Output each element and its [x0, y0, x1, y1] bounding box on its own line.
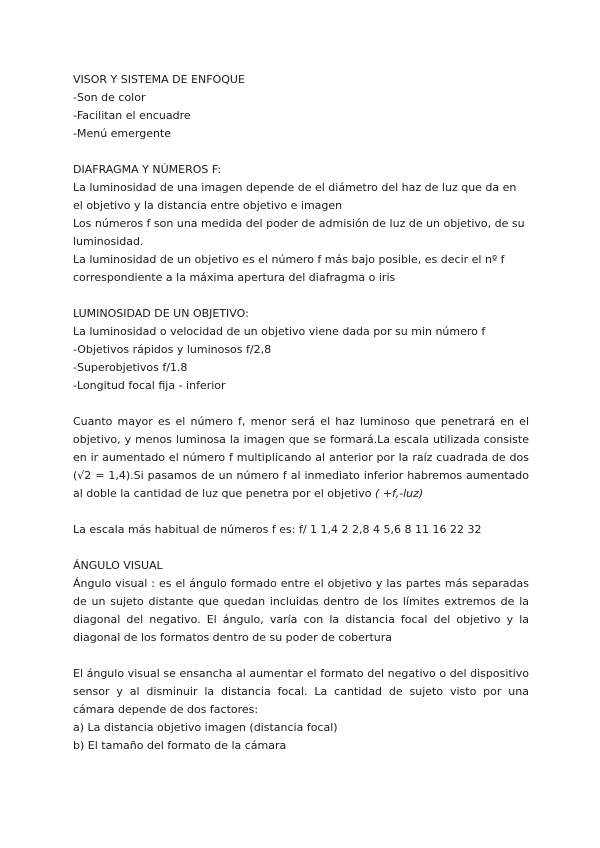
- list-item: b) El tamaño del formato de la cámara: [73, 739, 287, 752]
- paragraph: Ángulo visual : es el ángulo formado entre el objetivo y las partes más separadas de un sujeto distante que quedan incluidas dentro de los límites extremos de la diagonal del negativo. El ángulo, varía con la distancia focal del objetivo y la diagonal de los formatos dentro de su poder de cobertura: [73, 577, 529, 644]
- spacer: [73, 143, 529, 161]
- paragraph-cuanto: [73, 413, 529, 503]
- spacer: [73, 287, 529, 305]
- section-title-luminosidad: LUMINOSIDAD DE UN OBJETIVO:: [73, 307, 249, 320]
- spacer: [73, 395, 529, 413]
- paragraph: La luminosidad de una imagen depende de el diámetro del haz de luz que da en el objetivo y la distancia entre objetivo e imagen: [73, 181, 517, 212]
- paragraph-cuanto-text: Cuanto mayor es el número f, menor será el haz luminoso que penetrará en el objetivo, y menos luminosa la imagen que se formará.La escala utilizada consiste en ir aumentado el número f multiplicando al anterior por la raíz cuadrada de dos (√2 = 1,4).Si pasamos de un número f al inmediato inferior habremos aumentado al doble la cantidad de luz que penetra por el objetivo: [73, 415, 529, 500]
- paragraph-cuanto-italic: ( +f,-luz): [374, 487, 424, 500]
- paragraph: Los números f son una medida del poder de admisión de luz de un objetivo, de su luminosidad.: [73, 217, 525, 248]
- paragraph-escala: La escala más habitual de números f es: f/ 1 1,4 2 2,8 4 5,6 8 11 16 22 32: [73, 523, 482, 536]
- section-title-visor: VISOR Y SISTEMA DE ENFOQUE: [73, 73, 245, 86]
- section-title-diafragma: DIAFRAGMA Y NÚMEROS F:: [73, 163, 222, 176]
- section-title-angulo: ÁNGULO VISUAL: [73, 559, 163, 572]
- spacer: [73, 539, 529, 557]
- list-item: -Son de color: [73, 91, 146, 104]
- list-item: -Facilitan el encuadre: [73, 109, 191, 122]
- list-item: -Longitud focal fija - inferior: [73, 379, 226, 392]
- list-item: -Superobjetivos f/1.8: [73, 361, 188, 374]
- paragraph: La luminosidad de un objetivo es el número f más bajo posible, es decir el nº f correspondiente a la máxima apertura del diafragma o iris: [73, 253, 505, 284]
- list-item: -Objetivos rápidos y luminosos f/2,8: [73, 343, 272, 356]
- spacer: [73, 503, 529, 521]
- list-item: a) La distancia objetivo imagen (distancia focal): [73, 721, 338, 734]
- paragraph: La luminosidad o velocidad de un objetivo viene dada por su min número f: [73, 325, 486, 338]
- list-item: -Menú emergente: [73, 127, 172, 140]
- document-page: [73, 71, 529, 755]
- spacer: [73, 647, 529, 665]
- paragraph: El ángulo visual se ensancha al aumentar el formato del negativo o del dispositivo sensor y al disminuir la distancia focal. La cantidad de sujeto visto por una cámara depende de dos factores:: [73, 667, 529, 716]
